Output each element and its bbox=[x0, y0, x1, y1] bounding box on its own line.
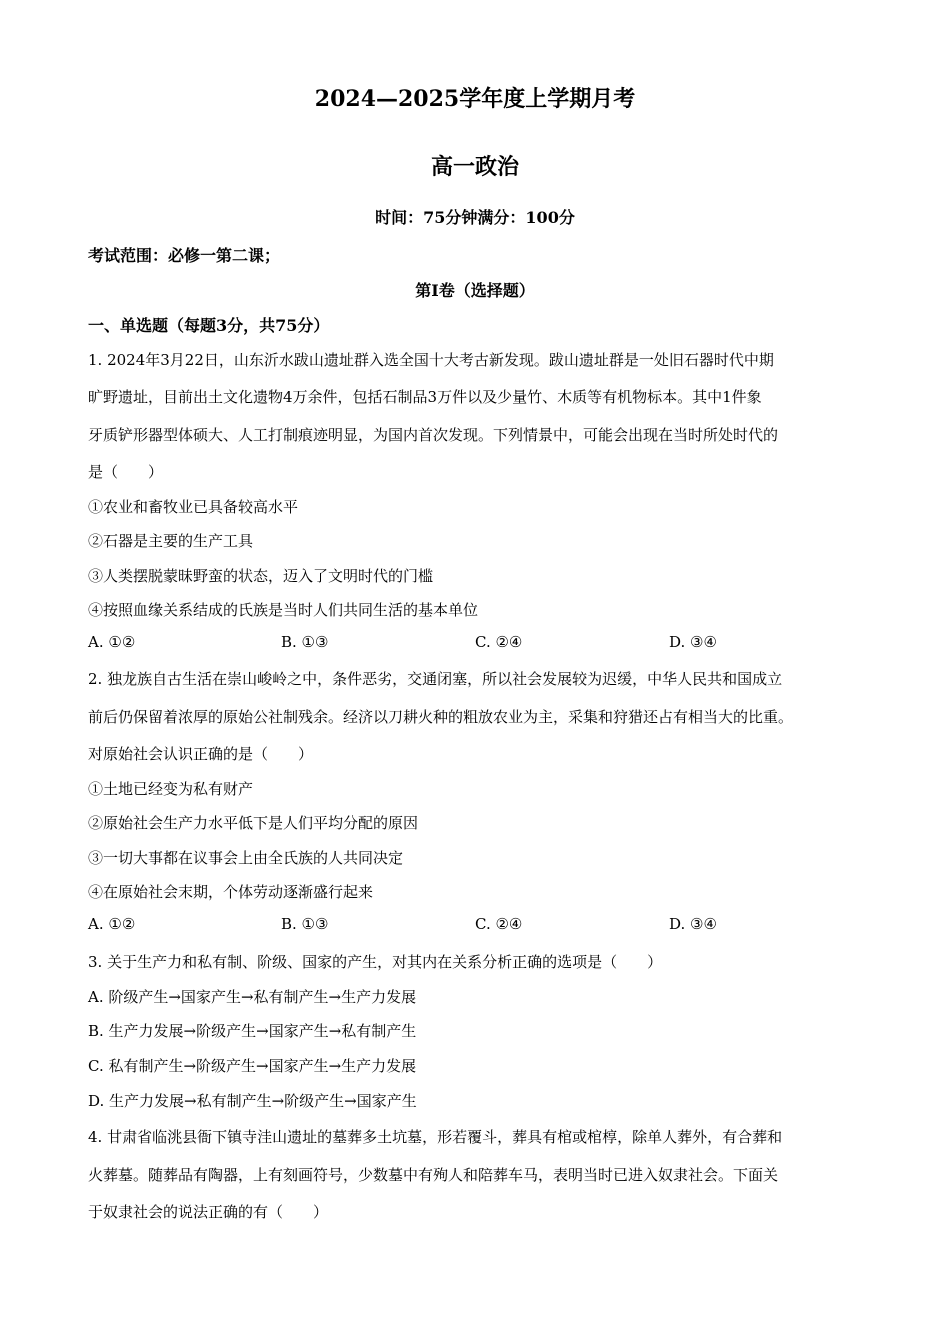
q1-option-b[interactable]: B. ①③ bbox=[281, 633, 329, 651]
q2-option-a[interactable]: A. ①② bbox=[88, 915, 136, 933]
q4-stem-line: 火葬墓。随葬品有陶器，上有刻画符号，少数墓中有殉人和陪葬车马，表明当时已进入奴隶社会。下面关 bbox=[88, 1166, 779, 1184]
q1-statement: ④按照血缘关系结成的氏族是当时人们共同生活的基本单位 bbox=[88, 601, 479, 619]
section-heading: 一、单选题（每题3分，共75分） bbox=[88, 316, 330, 335]
q1-option-c[interactable]: C. ②④ bbox=[475, 633, 523, 651]
q1-stem-line: 旷野遗址，目前出土文化遗物4万余件，包括石制品3万件以及少量竹、木质等有机物标本。其中1件象 bbox=[88, 388, 762, 406]
time-info: 时间：75分钟满分：100分 bbox=[375, 208, 575, 227]
q1-statement: ③人类摆脱蒙昧野蛮的状态，迈入了文明时代的门槛 bbox=[88, 567, 434, 585]
q1-stem-line: 是（ ） bbox=[88, 463, 164, 481]
q2-statement: ③一切大事都在议事会上由全氏族的人共同决定 bbox=[88, 849, 404, 867]
q4-stem-line: 于奴隶社会的说法正确的有（ ） bbox=[88, 1203, 329, 1221]
q1-option-d[interactable]: D. ③④ bbox=[669, 633, 717, 651]
q2-stem-line: 前后仍保留着浓厚的原始公社制残余。经济以刀耕火种的粗放农业为主，采集和狩猎还占有相当大的比重。 bbox=[88, 708, 794, 726]
q1-stem-line: 1. 2024年3月22日，山东沂水跋山遗址群入选全国十大考古新发现。跋山遗址群是一处旧石器时代中期 bbox=[88, 351, 774, 369]
subject-title: 高一政治 bbox=[430, 154, 519, 180]
q2-statement: ②原始社会生产力水平低下是人们平均分配的原因 bbox=[88, 814, 419, 832]
q3-option-c[interactable]: C. 私有制产生→阶级产生→国家产生→生产力发展 bbox=[88, 1057, 417, 1075]
q1-statement: ②石器是主要的生产工具 bbox=[88, 532, 254, 550]
q3-option-b[interactable]: B. 生产力发展→阶级产生→国家产生→私有制产生 bbox=[88, 1022, 417, 1040]
q2-option-c[interactable]: C. ②④ bbox=[475, 915, 523, 933]
q2-option-b[interactable]: B. ①③ bbox=[281, 915, 329, 933]
q4-stem-line: 4. 甘肃省临洮县衙下镇寺洼山遗址的墓葬多土坑墓，形若覆斗，葬具有棺或棺椁，除单人葬外，有合葬和 bbox=[88, 1128, 783, 1146]
q2-option-d[interactable]: D. ③④ bbox=[669, 915, 717, 933]
exam-title: 2024—2025学年度上学期月考 bbox=[314, 86, 636, 112]
q3-option-a[interactable]: A. 阶级产生→国家产生→私有制产生→生产力发展 bbox=[88, 988, 417, 1006]
q2-statement: ①土地已经变为私有财产 bbox=[88, 780, 254, 798]
q2-stem-line: 2. 独龙族自古生活在崇山峻岭之中，条件恶劣，交通闭塞，所以社会发展较为迟缓，中华人民共和国成立 bbox=[88, 670, 783, 688]
q1-statement: ①农业和畜牧业已具备较高水平 bbox=[88, 498, 299, 516]
part1-title: 第Ⅰ卷（选择题） bbox=[415, 281, 535, 300]
q1-option-a[interactable]: A. ①② bbox=[88, 633, 136, 651]
q1-stem-line: 牙质铲形器型体硕大、人工打制痕迹明显，为国内首次发现。下列情景中，可能会出现在当时所处时代的 bbox=[88, 426, 779, 444]
q3-stem-line: 3. 关于生产力和私有制、阶级、国家的产生，对其内在关系分析正确的选项是（ ） bbox=[88, 953, 663, 971]
q2-statement: ④在原始社会末期，个体劳动逐渐盛行起来 bbox=[88, 883, 374, 901]
q2-stem-line: 对原始社会认识正确的是（ ） bbox=[88, 745, 314, 763]
exam-scope: 考试范围：必修一第二课； bbox=[88, 246, 281, 265]
q3-option-d[interactable]: D. 生产力发展→私有制产生→阶级产生→国家产生 bbox=[88, 1092, 417, 1110]
